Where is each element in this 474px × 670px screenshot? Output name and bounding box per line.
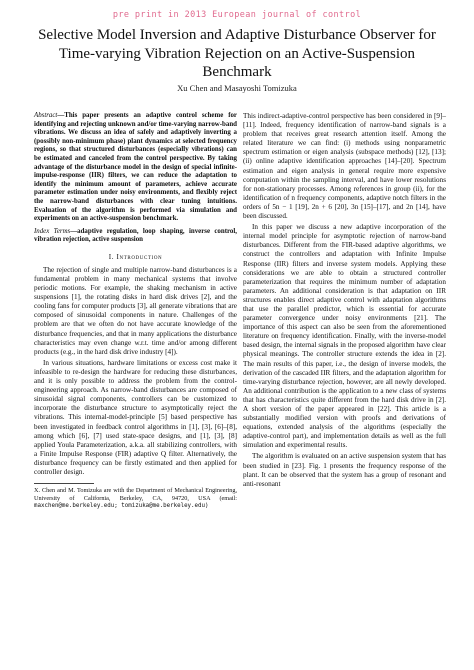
right-paragraph-3: The algorithm is evaluated on an active suspension system that has been studied in [23]. Fig. 1 presents the frequency response of the plant. It can be observed that the system has a group of resonant and anti-resonant <box>243 452 446 488</box>
index-terms-text: —adaptive regulation, loop shaping, inverse control, vibration rejection, active suspension <box>34 227 237 244</box>
abstract-text: —This paper presents an adaptive control scheme for identifying and rejecting unknown and/or time-varying narrow-band vibrations. We discuss an idea of safely and adaptively inverting a (possibly non-minimum phase) plant dynamics at selected frequency regions, so that structured disturbances (especially vibrations) can be estimated and canceled from the control perspective. By taking advantage of the disturbance model in the design of special infinite-impulse-response (IIR) filters, we can reduce the adaptation to identify the minimum amount of parameters, achieve accurate parameter estimation under noisy environments, and flexibly reject the narrow-band disturbances with clear tuning intuitions. Evaluation of the algorithm is performed via simulation and experiments on an active-suspension benchmark. <box>34 112 237 223</box>
left-column <box>34 112 237 511</box>
footnote-text: X. Chen and M. Tomizuka are with the Department of Mechanical Engineering, University of California, Berkeley, CA, 94720, USA (email: <box>34 487 237 502</box>
paper-authors: Xu Chen and Masayoshi Tomizuka <box>177 83 297 93</box>
author-footnote <box>34 487 237 511</box>
abstract <box>34 112 237 224</box>
abstract-lead: Abstract <box>34 112 58 119</box>
paper-title: Selective Model Inversion and Adaptive Disturbance Observer for Time-varying Vibration Rejection on an Active-Suspension Benchmark <box>38 27 436 80</box>
right-paragraph-2: In this paper we discuss a new adaptive incorporation of the internal model principle for asymptotic rejection of narrow-band disturbances. Different from the FIR-based adaptive algorithms, we construct the controllers and adaptation with Infinite Impulse Response (IIR) filters and inverse system models. Applying these considerations we are able to obtain a structured controller parameterization that requires the minimum number of adaptation parameters. An additional consideration is that adaptation on IIR structures enables direct adaptive control with adaptation algorithms that use the parallel predictor, which is essential for accurate parameter convergence under noisy environments [21]. The importance of this aspect can also be seen from the aforementioned literature on frequency identification. Finally, with the inverse-model based design, the internal signals in the proposed algorithm have clear physical meanings. The controller structure extends the idea in [2]. The main results of this paper, i.e., the design of inverse models, the derivation of the cascaded IIR filters, and the adaptation algorithm for time-varying disturbance rejection, however, are all newly developed. An additional contribution is the application to a new class of systems that has characteristics quite different from the hard disk drive in [2]. A short version of the paper appeared in [22]. This article is a substantially modified version with proofs and derivations of equations, extended analysis of the algorithms (especially the adaptive-control part), and implementation details as well as the full simulation and experimental results. <box>243 223 446 450</box>
footnote-rule <box>34 483 94 484</box>
footnote-emails: maxchen@me.berkeley.edu; tomizuka@me.berkeley.edu) <box>34 503 209 510</box>
index-terms <box>34 228 237 245</box>
section-heading-introduction: I. Introduction <box>108 252 163 261</box>
right-column <box>243 112 446 489</box>
index-terms-lead: Index Terms <box>34 227 71 235</box>
intro-paragraph-1: The rejection of single and multiple narrow-band disturbances is a fundamental problem in many mechanical systems that involve periodic motions. For example, the shaking mechanism in active suspensions [1], the rotating disks in hard disk drives [2], and the cooling fans for computer products [3], all generate vibrations that are composed of sinusoidal components in nature. Challenges of the problem are that we often do not have accurate knowledge of the disturbance frequencies, and that in many applications the disturbance characteristics may even change w.r.t. time and/or among different products (e.g., in the hard disk drive industry [4]). <box>34 265 237 356</box>
preprint-banner: pre print in 2013 European journal of control <box>112 10 362 20</box>
intro-paragraph-2: In various situations, hardware limitations or excess cost make it infeasible to re-design the hardware for reducing these disturbances, and it is only possible to address the problem from the control-engineering approach. As narrow-band disturbances are composed of sinusoidal signal components, controllers can be customized to incorporate the disturbance structure to asymptotically reject the vibrations. This internal-model-principle [5] based perspective has been investigated in feedback control algorithms in [1], [3], [6]–[8], among which [6], [7] used state-space designs, and [1], [3], [8] applied Youla Parameterization, a.k.a. all stabilizing controllers, with a Finite Impulse Response (FIR) adaptive Q filter. Alternatively, the disturbance frequency can be firstly estimated and then applied for controller design. <box>34 358 237 476</box>
right-paragraph-1: This indirect-adaptive-control perspective has been considered in [9]–[11]. Indeed, frequency identification of narrow-band signals is a problem that receives great research attention itself. Among the related literature we can find: (i) methods using nonparametric spectrum estimation or eigen analysis (subspace methods) [12], [13]; (ii) online adaptive identification approaches [14]–[20]. Spectrum estimation and eigen analysis in general require more expensive computation within the sampling interval, and have lower resolutions for non-stationary processes. Among references in group (ii), for the identification of n frequency components, adaptive notch filters in the orders of 5n − 1 [19], 2n + 6 [20], 3n [15]–[17], and 2n [14], have been discussed. <box>243 112 446 221</box>
